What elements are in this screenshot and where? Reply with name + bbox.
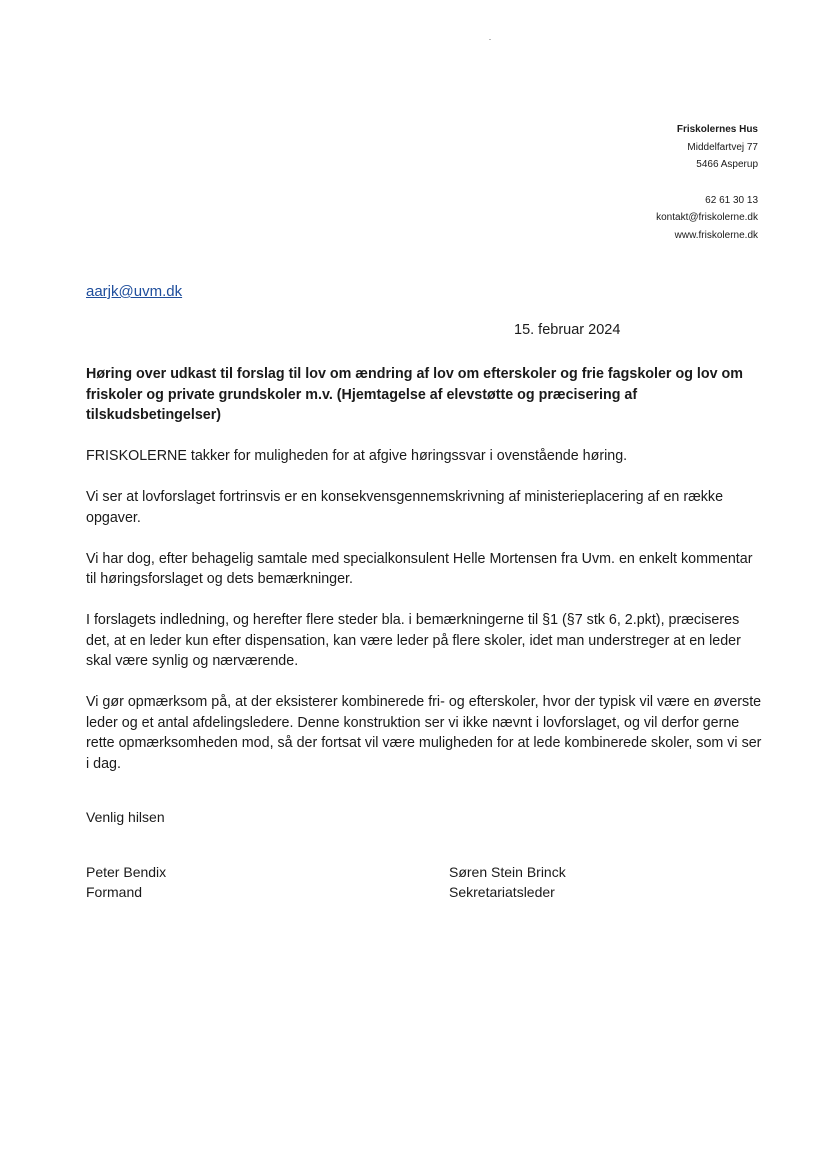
- sender-street: Middelfartvej 77: [687, 141, 758, 153]
- signature-block-left: [86, 862, 166, 902]
- closing-salutation: Venlig hilsen: [86, 809, 165, 825]
- sender-web: www.friskolerne.dk: [674, 229, 758, 241]
- letter-date: 15. februar 2024: [514, 322, 621, 338]
- sender-email: kontakt@friskolerne.dk: [656, 212, 758, 223]
- letter-subject: Høring over udkast til forslag til lov om ændring af lov om efterskoler og frie fagskoler og lov om friskoler og private grundskoler m.v. (Hjemtagelse af elevstøtte og præcisering af tilskudsbetingelser): [86, 366, 743, 423]
- body-paragraph: Vi har dog, efter behagelig samtale med specialkonsulent Helle Mortensen fra Uvm. en enkelt kommentar til høringsforslaget og dets bemærkninger.: [86, 550, 753, 587]
- sender-phone: 62 61 30 13: [705, 194, 758, 206]
- sender-address-block: [656, 121, 758, 244]
- scan-speck: [489, 39, 491, 40]
- recipient-email-link[interactable]: aarjk@uvm.dk: [86, 283, 183, 300]
- letter-body: [86, 446, 766, 795]
- body-paragraph: Vi ser at lovforslaget fortrinsvis er en konsekvensgennemskrivning af ministerieplacering af en række opgaver.: [86, 489, 724, 526]
- signatory-name: Søren Stein Brinck: [449, 864, 566, 880]
- signatory-title: Sekretariatsleder: [449, 884, 555, 900]
- body-paragraph: Vi gør opmærksom på, at der eksisterer kombinerede fri- og efterskoler, hvor der typisk vil være en øverste leder og et antal afdelingsledere. Denne konstruktion ser vi ikke nævnt i lovforslaget, og vil derfor gerne rette opmærksomheden mod, så der fortsat vil være muligheden for at lede kombinerede skoler, som vi ser i dag.: [86, 694, 762, 772]
- signatory-title: Formand: [86, 884, 143, 900]
- sender-city: 5466 Asperup: [696, 159, 758, 170]
- body-paragraph: I forslagets indledning, og herefter flere steder bla. i bemærkningerne til §1 (§7 stk 6, 2.pkt), præciseres det, at en leder kun efter dispensation, kan være leder på flere skoler, idet man understreger at en leder skal være synlig og nærværende.: [86, 612, 741, 669]
- signature-block-right: [449, 862, 566, 902]
- signatory-name: Peter Bendix: [86, 864, 167, 880]
- address-spacer: [656, 174, 758, 192]
- body-paragraph: FRISKOLERNE takker for muligheden for at afgive høringssvar i ovenstående høring.: [86, 448, 628, 464]
- sender-org: Friskolernes Hus: [676, 124, 758, 135]
